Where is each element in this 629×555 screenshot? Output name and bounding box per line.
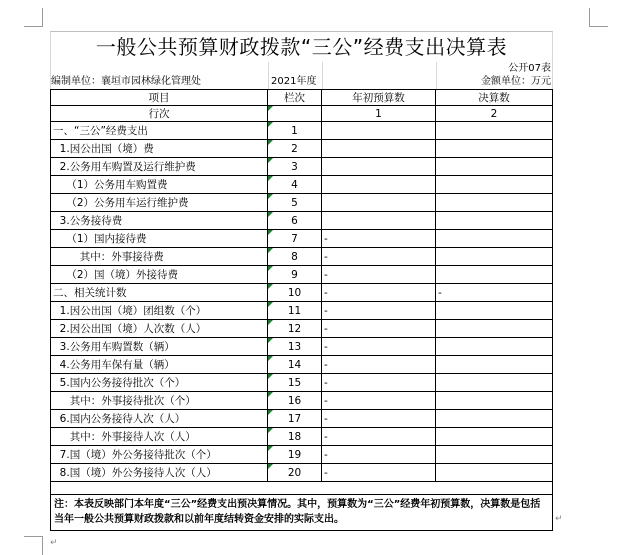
row-budget-value: - (322, 248, 436, 266)
table-row (50, 248, 553, 266)
row-col-no: 12 (268, 320, 322, 338)
index-final: 2 (436, 106, 553, 122)
row-final-value (436, 212, 553, 230)
table-row (50, 446, 553, 464)
row-item: 其中：外事接待人次（人） (50, 428, 268, 446)
row-item: 二、相关统计数 (50, 284, 268, 302)
table-row (50, 392, 553, 410)
row-item: （1）国内接待费 (50, 230, 268, 248)
row-item: 2.因公出国（境）人次数（人） (50, 320, 268, 338)
table-row (50, 212, 553, 230)
row-final-value (436, 356, 553, 374)
paragraph-mark: ↵ (555, 514, 563, 524)
table-row (50, 230, 553, 248)
row-col-no: 9 (268, 266, 322, 284)
row-final-value: - (436, 284, 553, 302)
row-budget-value (322, 140, 436, 158)
table-row (50, 464, 553, 482)
page-corner-mark (24, 536, 43, 555)
row-item: （1）公务用车购置费 (50, 176, 268, 194)
row-item: 其中：外事接待批次（个） (50, 392, 268, 410)
row-col-no: 13 (268, 338, 322, 356)
row-final-value (436, 122, 553, 140)
row-item: 1.因公出国（境）团组数（个） (50, 302, 268, 320)
row-final-value (436, 158, 553, 176)
row-final-value (436, 194, 553, 212)
table-row (50, 176, 553, 194)
budget-table-sheet (50, 31, 553, 528)
money-unit: 金额单位：万元 (436, 75, 553, 89)
row-budget-value (322, 194, 436, 212)
row-final-value (436, 374, 553, 392)
row-final-value (436, 410, 553, 428)
row-item: （2）公务用车运行维护费 (50, 194, 268, 212)
row-budget-value (322, 176, 436, 194)
row-final-value (436, 446, 553, 464)
row-item: （2）国（境）外接待费 (50, 266, 268, 284)
row-item: 8.国（境）外公务接待人次（人） (50, 464, 268, 482)
row-col-no: 18 (268, 428, 322, 446)
row-budget-value: - (322, 230, 436, 248)
row-budget-value: - (322, 284, 436, 302)
table-row (50, 122, 553, 140)
row-budget-value: - (322, 356, 436, 374)
row-budget-value (322, 212, 436, 230)
row-col-no: 15 (268, 374, 322, 392)
header-col-no: 栏次 (268, 90, 322, 106)
table-row (50, 356, 553, 374)
row-item: 2.公务用车购置及运行维护费 (50, 158, 268, 176)
paragraph-mark: ↵ (50, 538, 58, 548)
row-budget-value: - (322, 446, 436, 464)
row-col-no: 8 (268, 248, 322, 266)
row-item: 5.国内公务接待批次（个） (50, 374, 268, 392)
row-final-value (436, 266, 553, 284)
table-footnote: 注：本表反映部门本年度“三公”经费支出预决算情况。其中，预算数为“三公”经费年初预算数，决算数是包括当年一般公共预算财政拨款和以前年度结转资金安排的实际支出。 (50, 494, 553, 531)
row-budget-value: - (322, 428, 436, 446)
row-final-value (436, 140, 553, 158)
row-final-value (436, 392, 553, 410)
header-item: 项目 (50, 90, 268, 106)
row-final-value (436, 176, 553, 194)
table-row (50, 374, 553, 392)
row-col-no: 4 (268, 176, 322, 194)
row-final-value (436, 464, 553, 482)
table-row (50, 338, 553, 356)
row-final-value (436, 428, 553, 446)
row-col-no: 16 (268, 392, 322, 410)
row-budget-value: - (322, 374, 436, 392)
row-col-no: 19 (268, 446, 322, 464)
header-budget: 年初预算数 (322, 90, 436, 106)
row-item: 其中：外事接待费 (50, 248, 268, 266)
row-final-value (436, 320, 553, 338)
form-number: 公开07表 (436, 62, 553, 75)
table-row (50, 320, 553, 338)
table-body (50, 122, 553, 482)
row-budget-value: - (322, 464, 436, 482)
row-col-no: 5 (268, 194, 322, 212)
table-row (50, 428, 553, 446)
row-budget-value: - (322, 320, 436, 338)
table-row (50, 284, 553, 302)
row-col-no: 20 (268, 464, 322, 482)
table-header-row (50, 90, 553, 106)
row-budget-value (322, 122, 436, 140)
index-budget: 1 (322, 106, 436, 122)
row-col-no: 10 (268, 284, 322, 302)
row-item: 3.公务用车购置数（辆） (50, 338, 268, 356)
index-label: 行次 (50, 106, 268, 122)
row-budget-value: - (322, 392, 436, 410)
compiling-unit: 编制单位：襄垣市园林绿化管理处 (50, 75, 268, 89)
table-row (50, 266, 553, 284)
table-row (50, 302, 553, 320)
row-col-no: 3 (268, 158, 322, 176)
row-item: 3.公务接待费 (50, 212, 268, 230)
row-item: 4.公务用车保有量（辆） (50, 356, 268, 374)
row-budget-value: - (322, 338, 436, 356)
row-item: 一、“三公”经费支出 (50, 122, 268, 140)
row-final-value (436, 230, 553, 248)
table-row (50, 158, 553, 176)
row-col-no: 1 (268, 122, 322, 140)
row-col-no: 7 (268, 230, 322, 248)
row-col-no: 14 (268, 356, 322, 374)
table-title: 一般公共预算财政拨款“三公”经费支出决算表 (50, 31, 553, 62)
row-item: 6.国内公务接待人次（人） (50, 410, 268, 428)
row-col-no: 17 (268, 410, 322, 428)
header-final: 决算数 (436, 90, 553, 106)
row-budget-value: - (322, 302, 436, 320)
table-spacer (50, 482, 553, 494)
row-item: 1.因公出国（境）费 (50, 140, 268, 158)
table-row (50, 410, 553, 428)
row-final-value (436, 338, 553, 356)
fiscal-year: 2021年度 (268, 75, 322, 89)
unit-row (50, 75, 553, 90)
row-col-no: 6 (268, 212, 322, 230)
row-budget-value: - (322, 266, 436, 284)
page-corner-mark (589, 8, 608, 27)
row-item: 7.国（境）外公务接待批次（个） (50, 446, 268, 464)
table-row (50, 194, 553, 212)
page-corner-mark (24, 8, 43, 27)
row-col-no: 11 (268, 302, 322, 320)
row-final-value (436, 248, 553, 266)
row-budget-value: - (322, 410, 436, 428)
row-budget-value (322, 158, 436, 176)
table-row (50, 140, 553, 158)
form-number-row (50, 62, 553, 75)
row-final-value (436, 302, 553, 320)
row-col-no: 2 (268, 140, 322, 158)
index-row (50, 106, 553, 122)
